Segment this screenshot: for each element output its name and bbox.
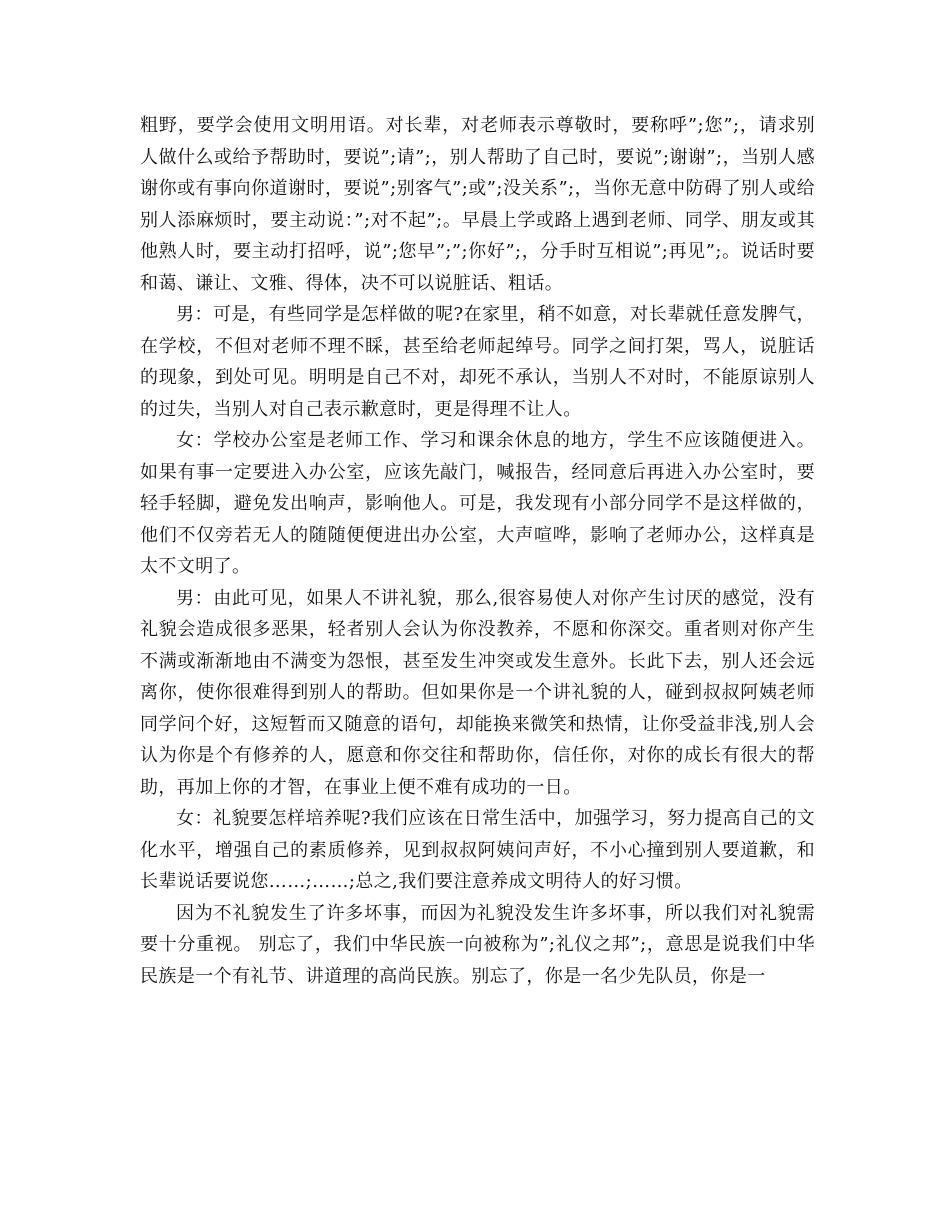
paragraph-etiquette-language: 粗野，要学会使用文明用语。对长辈，对老师表示尊敬时，要称呼”;您”;，请求别人做什么或给予帮助时，要说”;请”;，别人帮助了自己时，要说”;谢谢”;，当别人感谢你或有事向你道谢时，要说”;别客气”;或”;没关系”;，当你无意中防碍了别人或给别人添麻烦时，要主动说：”;对不起”;。早晨上学或路上遇到老师、同学、朋友或其他熟人时，要主动打招呼，说”;您早”;”;你好”;，分手时互相说”;再见”;。说话时要和蔼、谦让、文雅、得体，决不可以说脏话、粗话。	[140, 115, 815, 294]
paragraph-male-speaker-2: 男：由此可见，如果人不讲礼貌，那么,很容易使人对你产生讨厌的感觉，没有礼貌会造成很多恶果，轻者别人会认为你没教养，不愿和你深交。重者则对你产生不满或渐渐地由不满变为怨恨，甚至发生冲突或发生意外。长此下去，别人还会远离你，使你很难得到别人的帮助。但如果你是一个讲礼貌的人，碰到叔叔阿姨老师同学问个好，这短暂而又随意的语句，却能换来微笑和热情，让你受益非浅,别人会认为你是个有修养的人，愿意和你交往和帮助你，信任你，对你的成长有很大的帮助，再加上你的才智，在事业上便不难有成功的一日。	[140, 587, 815, 798]
paragraph-conclusion: 因为不礼貌发生了许多坏事，而因为礼貌没发生许多坏事，所以我们对礼貌需要十分重视。 别忘了，我们中华民族一向被称为”;礼仪之邦”;，意思是说我们中华民族是一个有礼节、讲道理的高尚民族。别忘了，你是一名少先队员，你是一	[140, 902, 815, 987]
paragraph-female-speaker-1: 女：学校办公室是老师工作、学习和课余休息的地方，学生不应该随便进入。如果有事一定要进入办公室，应该先敲门，喊报告，经同意后再进入办公室时，要轻手轻脚，避免发出响声，影响他人。可是，我发现有小部分同学不是这样做的，他们不仅旁若无人的随随便便进出办公室，大声喧哗，影响了老师办公，这样真是太不文明了。	[140, 430, 815, 577]
paragraph-female-speaker-2: 女：礼貌要怎样培养呢?我们应该在日常生活中，加强学习，努力提高自己的文化水平，增强自己的素质修养，见到叔叔阿姨问声好，不小心撞到别人要道歉，和长辈说话要说您……;……;总之,我们要注意养成文明待人的好习惯。	[140, 808, 815, 892]
document-page	[140, 110, 815, 992]
paragraph-male-speaker-1: 男：可是，有些同学是怎样做的呢?在家里，稍不如意，对长辈就任意发脾气，在学校，不但对老师不理不睬，甚至给老师起绰号。同学之间打架，骂人，说脏话的现象，到处可见。明明是自己不对，却死不承认，当别人不对时，不能原谅别人的过失，当别人对自己表示歉意时，更是得理不让人。	[140, 304, 815, 420]
